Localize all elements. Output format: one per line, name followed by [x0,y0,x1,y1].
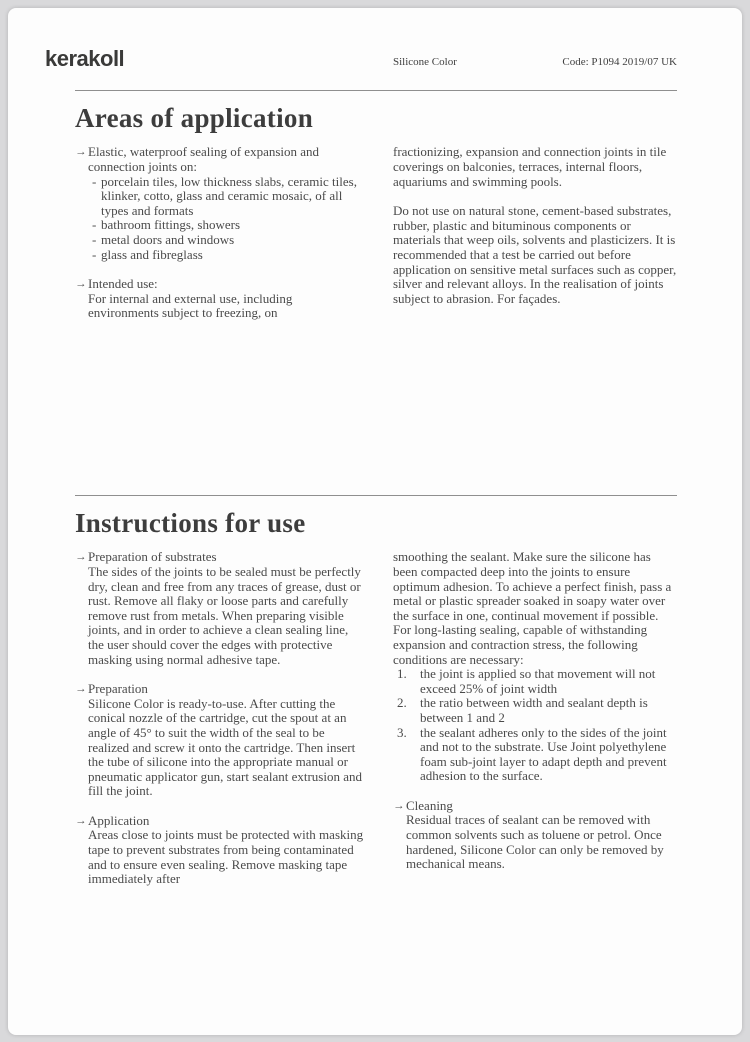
paragraph: Do not use on natural stone, cement-based substrates, rubber, plastic and bituminous components or materials that weep oils, solvents and plasticizers. It is recommended that a test be carried out before application on sensitive metal surfaces such as copper, silver and relevant alloys. In the realisation of joints subject to abrasion. For façades. [393,203,677,306]
dash-icon: - [92,246,97,262]
bullet-heading: Application [88,812,150,828]
numbered-list [393,667,677,784]
dash-item [88,218,365,233]
list-item-text: the sealant adheres only to the sides of the joint and not to the substrate. Use Joint polyethylene foam sub-joint layer to adapt depth and prevent adhesion to the surface. [420,724,667,784]
bullet-item [75,277,365,321]
bullet-item [75,814,365,887]
section-columns [75,550,677,886]
kerakoll-logo: kerakoll [45,46,125,71]
bullet-text: For internal and external use, including environments subject to freezing, on [88,290,293,321]
document-code: Code: P1094 2019/07 UK [562,56,677,68]
bullet-heading: Intended use: [88,276,158,292]
dash-item-text: metal doors and windows [101,231,235,247]
section-columns [75,145,677,321]
bullet-heading: Preparation of substrates [88,549,217,565]
bullet-text: Elastic, waterproof sealing of expansion and connection joints on: [88,144,320,174]
datasheet-page [8,8,742,1035]
bullet-item [75,550,365,667]
dash-icon: - [92,217,97,233]
arrow-icon: → [393,799,405,812]
list-number: 1. [397,666,407,682]
section-areas-of-application [75,90,677,495]
dash-icon: - [92,231,97,247]
product-name: Silicone Color [393,56,457,68]
bullet-body [88,682,365,799]
bullet-item [393,799,677,872]
dash-item [88,248,365,263]
bullet-text: Areas close to joints must be protected with masking tape to prevent substrates from being contaminated and to ensure even sealing. Remove masking tape immediately after [88,827,364,887]
bullet-body [88,145,365,262]
list-number: 3. [397,724,407,740]
section-instructions-for-use [75,495,677,887]
dash-item-text: porcelain tiles, low thickness slabs, ceramic tiles, klinker, cotto, glass and ceramic mosaic, of all types and formats [101,173,357,218]
bullet-body [88,277,365,321]
numbered-list-item [393,667,677,696]
bullet-item [75,145,365,262]
arrow-icon: → [75,278,87,291]
arrow-icon: → [75,683,87,696]
dash-item-text: bathroom fittings, showers [101,217,241,233]
arrow-icon: → [75,814,87,827]
numbered-list-item [393,726,677,784]
column-right [393,550,677,886]
section-title: Areas of application [75,103,314,133]
column-right [393,145,677,321]
bullet-item [75,682,365,799]
section-title: Instructions for use [75,508,306,538]
dash-item-text: glass and fibreglass [101,246,203,262]
bullet-heading: Cleaning [406,797,453,813]
dash-icon: - [92,173,97,189]
numbered-list-item [393,696,677,725]
bullet-body [88,550,365,667]
arrow-icon: → [75,551,87,564]
paragraph: smoothing the sealant. Make sure the silicone has been compacted deep into the joints to ensure optimum adhesion. To achieve a perfect finish, pass a metal or plastic spreader soaked in soapy water over the surface in one, continual movement if possible. For long-lasting sealing, capable of withstanding expansion and contraction stress, the following conditions are necessary: [393,549,672,667]
column-left [75,550,365,886]
dash-item [88,233,365,248]
list-item-text: the ratio between width and sealant depth is between 1 and 2 [420,695,648,725]
paragraph: fractionizing, expansion and connection joints in tile coverings on balconies, terraces, internal floors, aquariums and swimming pools. [393,144,667,189]
arrow-icon: → [75,146,87,159]
list-item-text: the joint is applied so that movement will not exceed 25% of joint width [420,666,656,696]
bullet-text: Residual traces of sealant can be removed with common solvents such as toluene or petrol. Once hardened, Silicone Color can only be removed by mechanical means. [406,812,664,872]
bullet-heading: Preparation [88,681,148,697]
column-left [75,145,365,321]
page-header [8,8,742,90]
bullet-text: Silicone Color is ready-to-use. After cutting the conical nozzle of the cartridge, cut the spout at an angle of 45° to suit the width of the seal to be realized and screw it onto the cartridge. Then insert the tube of silicone into the appropriate manual or pneumatic applicator gun, start sealant extrusion and fill the joint. [88,695,362,799]
bullet-body [88,814,365,887]
bullet-text: The sides of the joints to be sealed must be perfectly dry, clean and free from any traces of grease, dust or rust. Remove all flaky or loose parts and carefully remove rust from metals. When preparing visible joints, and in order to achieve a clean sealing line, the user should cover the edges with protective masking using normal adhesive tape. [88,563,361,667]
dash-item [88,175,365,219]
bullet-body [406,799,677,872]
page-body [8,90,742,887]
list-number: 2. [397,695,407,711]
